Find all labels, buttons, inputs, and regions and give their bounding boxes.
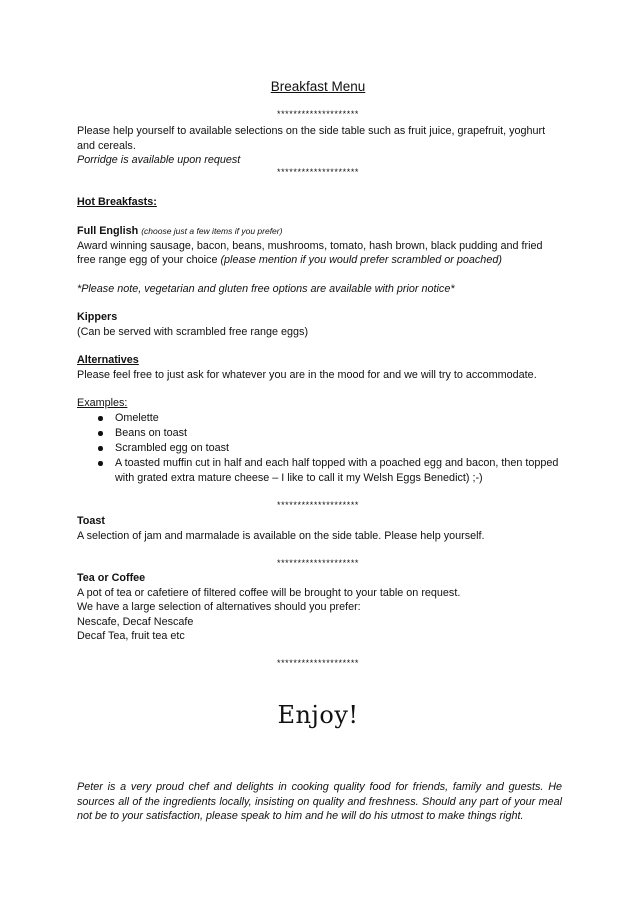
tea-coffee-section <box>77 571 562 644</box>
examples-list <box>97 411 567 486</box>
list-item: Beans on toast <box>97 426 567 441</box>
enjoy-heading: Enjoy! <box>277 701 359 729</box>
separator-5: ******************** <box>276 658 360 668</box>
full-english-section <box>77 224 562 268</box>
tea-line-2: We have a large selection of alternatives should you prefer: <box>77 601 361 613</box>
tea-coffee-title: Tea or Coffee <box>77 572 146 584</box>
tea-line-1: A pot of tea or cafetiere of filtered coffee will be brought to your table on request. <box>77 586 461 599</box>
intro-text: Please help yourself to available selections on the side table such as fruit juice, grapefruit, yoghurt and cereals. <box>77 125 546 152</box>
toast-title: Toast <box>77 515 105 527</box>
chef-footer-note: Peter is a very proud chef and delights in cooking quality food for friends, family and guests. He sources all of the ingredients locally, insisting on quality and freshness. Should any part of your meal not be to your satisfaction, please speak to him and he will do his utmost to make things right. <box>77 781 562 822</box>
separator-4: ******************** <box>276 558 360 568</box>
kippers-text: (Can be served with scrambled free range eggs) <box>77 325 309 338</box>
tea-line-4: Decaf Tea, fruit tea etc <box>77 630 185 642</box>
examples-label: Examples: <box>77 397 128 409</box>
list-item: Omelette <box>97 411 567 426</box>
page-title: Breakfast Menu <box>270 79 366 94</box>
toast-text: A selection of jam and marmalade is available on the side table. Please help yourself. <box>77 529 485 542</box>
separator-2: ******************** <box>276 167 360 177</box>
hot-breakfasts-heading: Hot Breakfasts: <box>77 196 157 208</box>
dietary-note: *Please note, vegetarian and gluten free options are available with prior notice* <box>77 283 455 295</box>
alternatives-text: Please feel free to just ask for whatever you are in the mood for and we will try to accommodate. <box>77 368 537 381</box>
separator-1: ******************** <box>276 109 360 119</box>
intro-section <box>77 124 562 168</box>
alternatives-title: Alternatives <box>77 354 139 366</box>
kippers-title: Kippers <box>77 311 118 323</box>
kippers-section <box>77 310 562 339</box>
list-item: A toasted muffin cut in half and each half topped with a poached egg and bacon, then topped with grated extra mature cheese – I like to call it my Welsh Eggs Benedict) ;-) <box>97 456 567 485</box>
alternatives-section <box>77 353 562 382</box>
porridge-note: Porridge is available upon request <box>77 154 241 166</box>
full-english-mention: (please mention if you would prefer scrambled or poached) <box>220 254 502 266</box>
list-item: Scrambled egg on toast <box>97 441 567 456</box>
separator-3: ******************** <box>276 500 360 510</box>
full-english-text: Award winning sausage, bacon, beans, mushrooms, tomato, hash brown, black pudding and fried free range egg of your choice <box>77 239 543 266</box>
full-english-title: Full English <box>77 225 139 237</box>
full-english-note: (choose just a few items if you prefer) <box>141 226 283 236</box>
tea-line-3: Nescafe, Decaf Nescafe <box>77 615 194 628</box>
toast-section <box>77 514 562 543</box>
